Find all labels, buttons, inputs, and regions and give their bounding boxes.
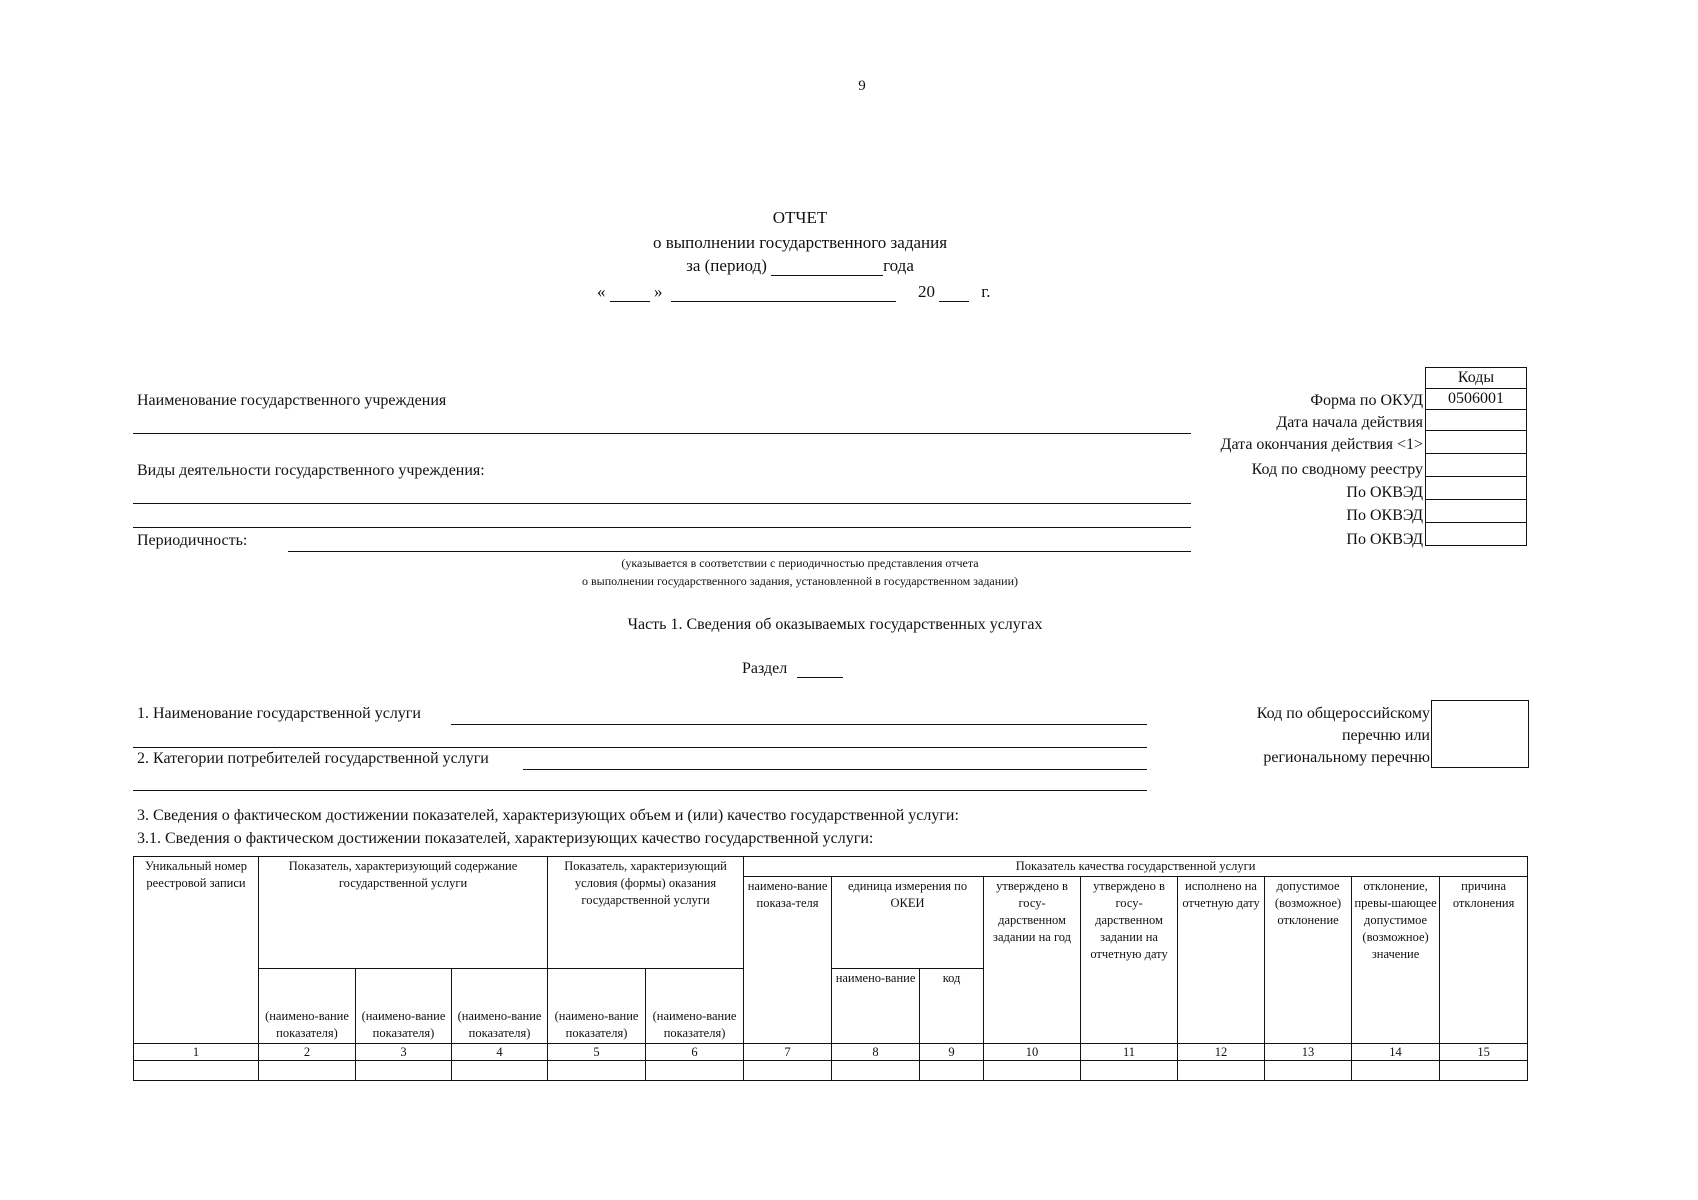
codes-label-start-date: Дата начала действия	[1276, 414, 1423, 431]
table-row	[134, 1061, 1528, 1081]
codes-table	[1425, 367, 1527, 546]
service-name-line-2[interactable]	[133, 747, 1147, 748]
table-cell[interactable]	[920, 1061, 984, 1081]
col-number: 12	[1178, 1044, 1265, 1061]
table-cell[interactable]	[548, 1061, 646, 1081]
activity-types-label: Виды деятельности государственного учреждения:	[137, 462, 485, 479]
periodicity-note-1: (указывается в соответствии с периодичностью представления отчета	[621, 556, 979, 570]
registry-code-box[interactable]	[1431, 700, 1529, 768]
col-number: 5	[548, 1044, 646, 1061]
codes-value-okud[interactable]: 0506001	[1426, 389, 1527, 410]
consumers-line[interactable]	[523, 769, 1147, 770]
institution-name-label: Наименование государственного учреждения	[137, 392, 447, 409]
col-number: 15	[1440, 1044, 1528, 1061]
day-blank[interactable]	[610, 285, 650, 302]
codes-value-okved-1[interactable]	[1426, 477, 1527, 500]
col-number: 6	[646, 1044, 744, 1061]
periodicity-note-2: о выполнении государственного задания, установленной в государственном задании)	[581, 574, 1019, 588]
report-title: ОТЧЕТ	[772, 208, 828, 227]
codes-label-okved-1: По ОКВЭД	[1346, 484, 1423, 501]
year-blank[interactable]	[939, 285, 969, 302]
conditions-indicator-name-2: (наимено-вание показателя)	[646, 969, 744, 1044]
col-exceeding-deviation: отклонение, превы-шающее допустимое (возможное) значение	[1352, 877, 1440, 1044]
codes-value-start-date[interactable]	[1426, 410, 1527, 431]
section-label	[742, 660, 843, 678]
activity-types-line-2[interactable]	[133, 527, 1191, 528]
col-number: 14	[1352, 1044, 1440, 1061]
col-number: 13	[1265, 1044, 1352, 1061]
year-suffix: г.	[981, 282, 991, 301]
table-cell[interactable]	[984, 1061, 1081, 1081]
consumers-label: 2. Категории потребителей государственной услуги	[137, 750, 489, 767]
col-number: 9	[920, 1044, 984, 1061]
table-cell[interactable]	[134, 1061, 259, 1081]
table-cell[interactable]	[356, 1061, 452, 1081]
period-blank[interactable]	[771, 259, 883, 276]
table-cell[interactable]	[744, 1061, 832, 1081]
registry-code-label-2: перечню или	[1341, 727, 1430, 744]
activity-types-line-1[interactable]	[133, 503, 1191, 504]
item31-label: 3.1. Сведения о фактическом достижении показателей, характеризующих качество государственной услуги:	[137, 830, 874, 847]
table-cell[interactable]	[1081, 1061, 1178, 1081]
consumers-line-2[interactable]	[133, 790, 1147, 791]
codes-value-okved-3[interactable]	[1426, 523, 1527, 546]
column-numbers-row	[134, 1044, 1528, 1061]
period-suffix: года	[883, 256, 914, 275]
table-cell[interactable]	[452, 1061, 548, 1081]
month-blank[interactable]	[671, 285, 896, 302]
period-prefix: за (период)	[686, 256, 767, 275]
codes-value-end-date[interactable]	[1426, 431, 1527, 454]
quality-indicators-table	[133, 856, 1528, 1081]
col-done: исполнено на отчетную дату	[1178, 877, 1265, 1044]
item3-label: 3. Сведения о фактическом достижении показателей, характеризующих объем и (или) качество государственной услуги:	[137, 807, 959, 824]
report-date-line	[597, 282, 997, 302]
year-prefix: 20	[918, 282, 935, 301]
codes-label-okved-3: По ОКВЭД	[1346, 531, 1423, 548]
col-deviation-reason: причина отклонения	[1440, 877, 1528, 1044]
periodicity-label: Периодичность:	[137, 532, 248, 549]
col-number: 3	[356, 1044, 452, 1061]
col-quality-name: наимено-вание показа-теля	[744, 877, 832, 1044]
table-cell[interactable]	[832, 1061, 920, 1081]
codes-label-end-date: Дата окончания действия <1>	[1220, 436, 1423, 453]
col-number: 11	[1081, 1044, 1178, 1061]
col-allowed-deviation: допустимое (возможное) отклонение	[1265, 877, 1352, 1044]
institution-name-line[interactable]	[133, 433, 1191, 434]
close-quote: »	[654, 282, 663, 301]
table-cell[interactable]	[1352, 1061, 1440, 1081]
table-cell[interactable]	[1178, 1061, 1265, 1081]
codes-label-okved-2: По ОКВЭД	[1346, 507, 1423, 524]
codes-header: Коды	[1426, 368, 1527, 389]
col-number: 10	[984, 1044, 1081, 1061]
registry-code-label-3: региональному перечню	[1263, 749, 1430, 766]
periodicity-line[interactable]	[288, 551, 1191, 552]
codes-value-registry[interactable]	[1426, 454, 1527, 477]
open-quote: «	[597, 282, 606, 301]
report-subtitle: о выполнении государственного задания	[652, 233, 948, 252]
table-cell[interactable]	[646, 1061, 744, 1081]
service-name-line[interactable]	[451, 724, 1147, 725]
codes-value-okved-2[interactable]	[1426, 500, 1527, 523]
registry-code-label-1: Код по общероссийскому	[1256, 705, 1430, 722]
section-blank[interactable]	[797, 661, 843, 678]
content-indicator-name-1: (наимено-вание показателя)	[259, 969, 356, 1044]
codes-label-okud: Форма по ОКУД	[1310, 392, 1423, 409]
table-cell[interactable]	[1440, 1061, 1528, 1081]
col-unique-number: Уникальный номер реестровой записи	[134, 857, 259, 1044]
table-cell[interactable]	[1265, 1061, 1352, 1081]
conditions-indicator-name-1: (наимено-вание показателя)	[548, 969, 646, 1044]
col-quality-indicator: Показатель качества государственной услуги	[744, 857, 1528, 877]
col-approved-year: утверждено в госу-дарственном задании на год	[984, 877, 1081, 1044]
report-period-line	[600, 256, 1000, 276]
col-content-indicator: Показатель, характеризующий содержание государственной услуги	[259, 857, 548, 969]
unit-name: наимено-вание	[832, 969, 920, 1044]
content-indicator-name-3: (наимено-вание показателя)	[452, 969, 548, 1044]
col-approved-date: утверждено в госу-дарственном задании на отчетную дату	[1081, 877, 1178, 1044]
table-cell[interactable]	[259, 1061, 356, 1081]
service-name-label: 1. Наименование государственной услуги	[137, 705, 421, 722]
page-number: 9	[858, 78, 866, 94]
col-number: 8	[832, 1044, 920, 1061]
content-indicator-name-2: (наимено-вание показателя)	[356, 969, 452, 1044]
unit-code: код	[920, 969, 984, 1044]
col-number: 7	[744, 1044, 832, 1061]
col-unit-okei: единица измерения по ОКЕИ	[832, 877, 984, 969]
section-text: Раздел	[742, 660, 788, 677]
codes-label-registry: Код по сводному реестру	[1251, 461, 1423, 478]
col-number: 1	[134, 1044, 259, 1061]
col-conditions-indicator: Показатель, характеризующий условия (формы) оказания государственной услуги	[548, 857, 744, 969]
part1-heading: Часть 1. Сведения об оказываемых государственных услугах	[627, 616, 1043, 633]
col-number: 2	[259, 1044, 356, 1061]
col-number: 4	[452, 1044, 548, 1061]
